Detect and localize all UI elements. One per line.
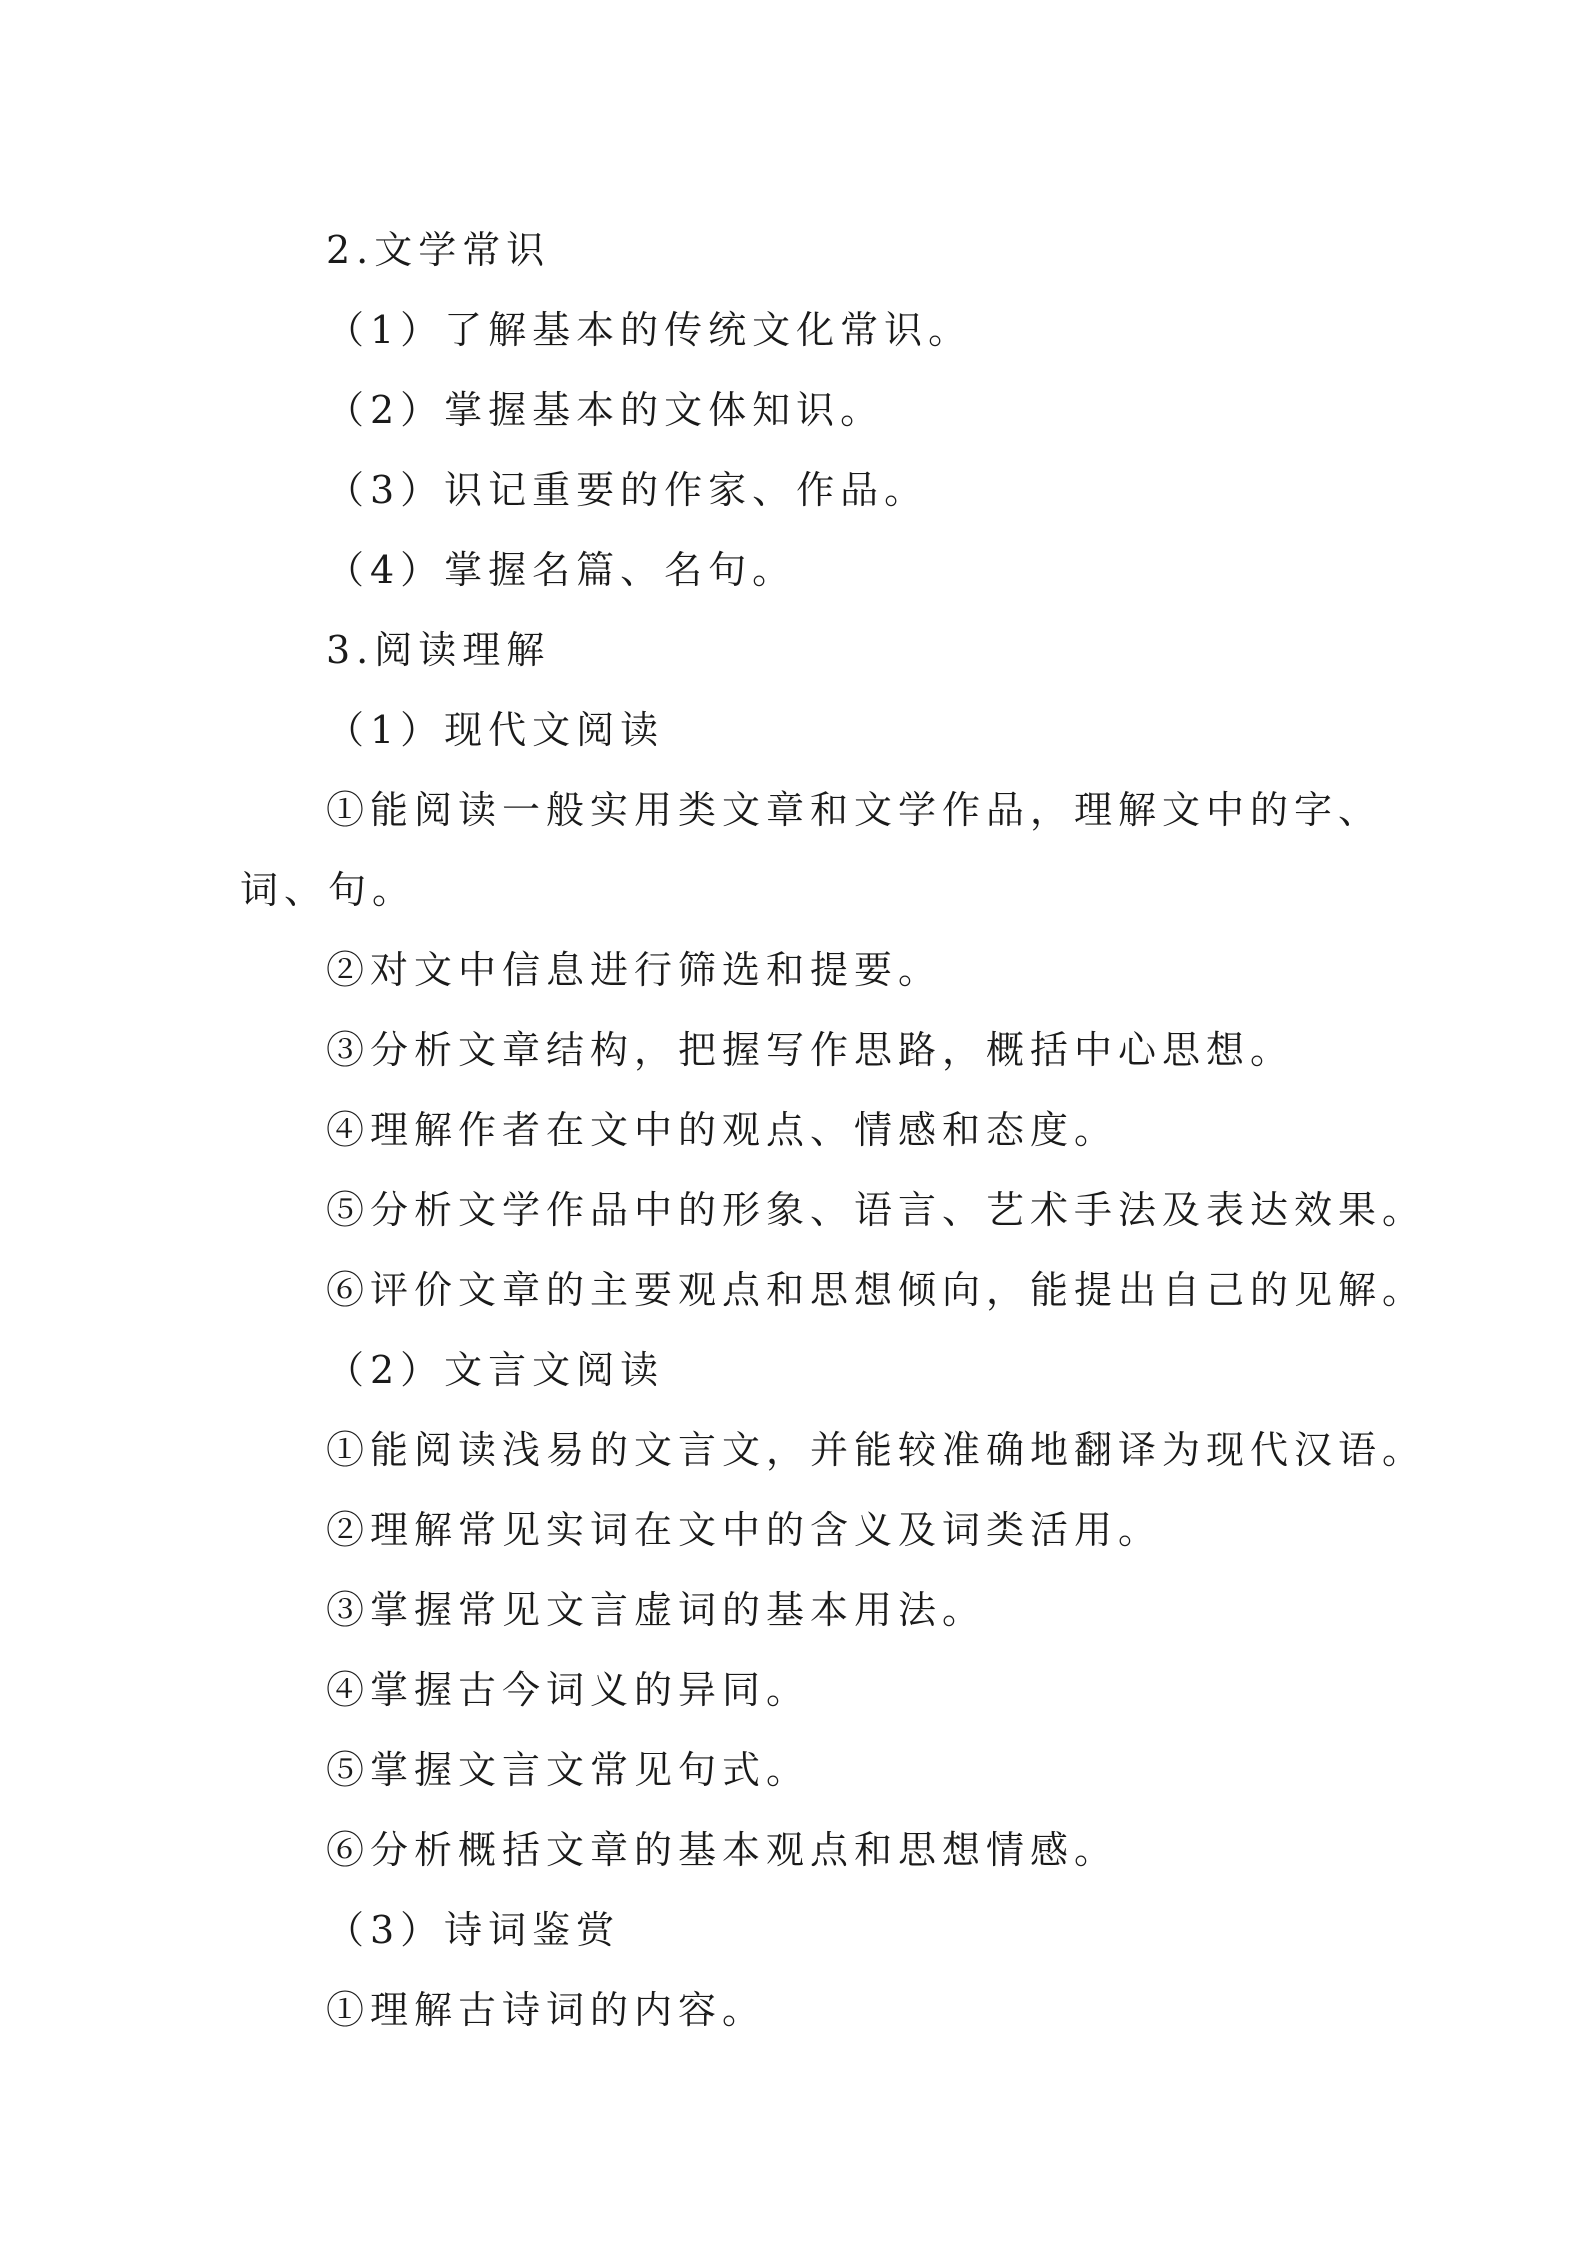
list-item: ①能阅读一般实用类文章和文学作品，理解文中的字、 — [326, 788, 1383, 832]
subsection-heading-classical-reading: （2）文言文阅读 — [326, 1348, 665, 1392]
list-item: ⑤掌握文言文常见句式。 — [326, 1748, 811, 1792]
list-item: ⑤分析文学作品中的形象、语言、艺术手法及表达效果。 — [326, 1188, 1427, 1232]
list-item-continuation: 词、句。 — [240, 868, 417, 912]
list-item: （1）了解基本的传统文化常识。 — [326, 308, 973, 352]
list-item: ②对文中信息进行筛选和提要。 — [326, 948, 943, 992]
subsection-heading-modern-reading: （1）现代文阅读 — [326, 708, 665, 752]
list-item: ⑥分析概括文章的基本观点和思想情感。 — [326, 1828, 1119, 1872]
list-item: ②理解常见实词在文中的含义及词类活用。 — [326, 1508, 1163, 1552]
list-item: ⑥评价文章的主要观点和思想倾向，能提出自己的见解。 — [326, 1268, 1427, 1312]
list-item: （4）掌握名篇、名句。 — [326, 548, 797, 592]
section-heading-reading-comprehension: 3.阅读理解 — [326, 628, 551, 672]
list-item: ③掌握常见文言虚词的基本用法。 — [326, 1588, 987, 1632]
list-item: （3）识记重要的作家、作品。 — [326, 468, 929, 512]
list-item: ④理解作者在文中的观点、情感和态度。 — [326, 1108, 1119, 1152]
list-item: ④掌握古今词义的异同。 — [326, 1668, 811, 1712]
section-heading-literary-knowledge: 2.文学常识 — [326, 228, 551, 272]
page-body — [240, 210, 1427, 2050]
subsection-heading-poetry-appreciation: （3）诗词鉴赏 — [326, 1908, 621, 1952]
list-item: （2）掌握基本的文体知识。 — [326, 388, 885, 432]
list-item: ①理解古诗词的内容。 — [326, 1988, 767, 2032]
list-item: ③分析文章结构，把握写作思路，概括中心思想。 — [326, 1028, 1295, 1072]
list-item: ①能阅读浅易的文言文，并能较准确地翻译为现代汉语。 — [326, 1428, 1427, 1472]
